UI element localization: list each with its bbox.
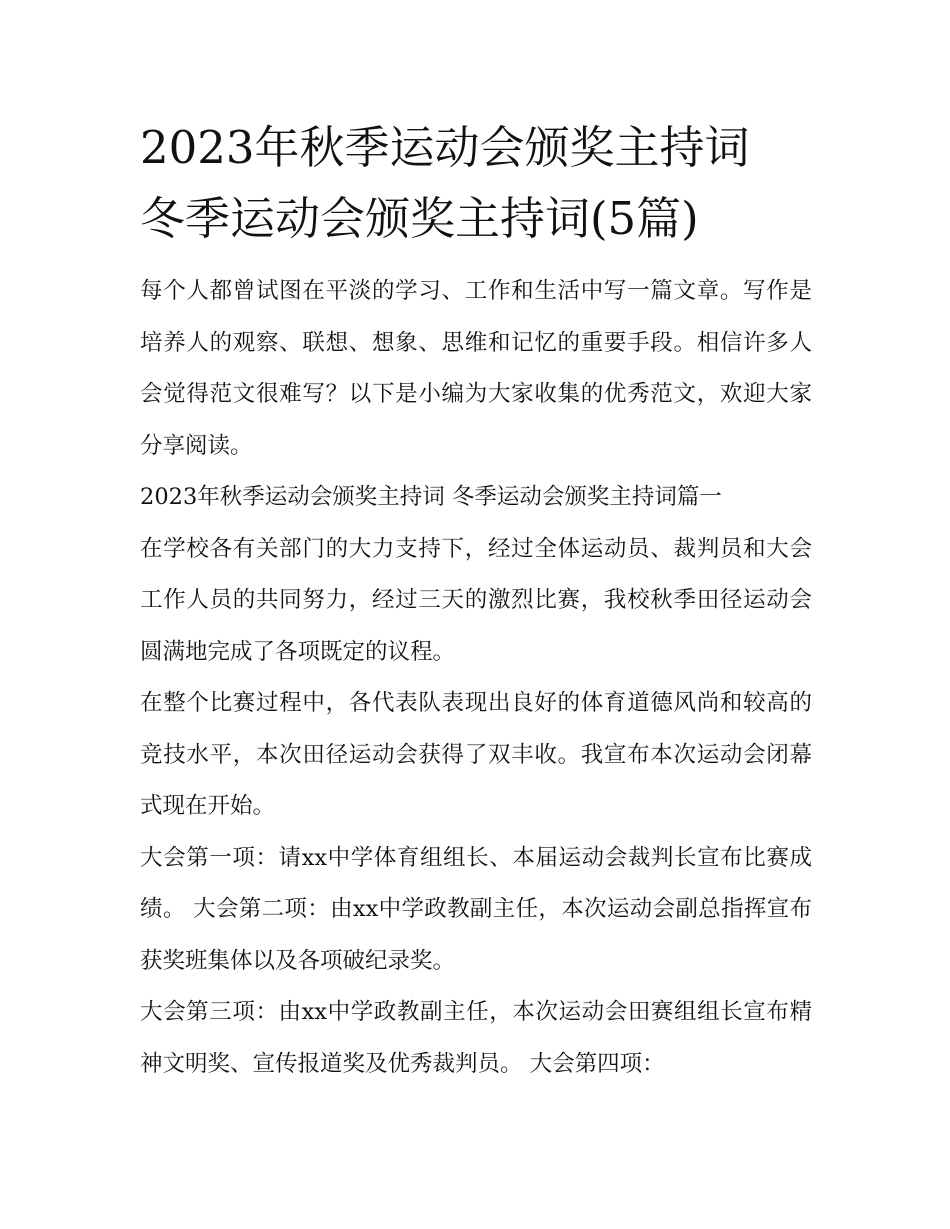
body-paragraph: 在整个比赛过程中，各代表队表现出良好的体育道德风尚和较高的竞技水平，本次田径运动会获得了双丰收。我宣布本次运动会闭幕式现在开始。	[140, 690, 812, 819]
document-title	[140, 112, 812, 254]
body-paragraph: 在学校各有关部门的大力支持下，经过全体运动员、裁判员和大会工作人员的共同努力，经过三天的激烈比赛，我校秋季田径运动会圆满地完成了各项既定的议程。	[140, 535, 812, 665]
document-body	[140, 112, 812, 1090]
body-paragraph: 大会第一项：请xx中学体育组组长、本届运动会裁判长宣布比赛成绩。 大会第二项：由xx中学政教副主任，本次运动会副总指挥宣布获奖班集体以及各项破纪录奖。	[140, 844, 812, 974]
intro-paragraph: 每个人都曾试图在平淡的学习、工作和生活中写一篇文章。写作是培养人的观察、联想、想象、思维和记忆的重要手段。相信许多人会觉得范文很难写？以下是小编为大家收集的优秀范文，欢迎大家分享阅读。	[140, 278, 812, 459]
title-line-2: 冬季运动会颁奖主持词(5篇)	[140, 192, 699, 245]
section-heading: 2023年秋季运动会颁奖主持词 冬季运动会颁奖主持词篇一	[140, 484, 722, 510]
title-line-1: 2023年秋季运动会颁奖主持词	[140, 121, 750, 174]
body-paragraph: 大会第三项：由xx中学政教副主任，本次运动会田赛组组长宣布精神文明奖、宣传报道奖及优秀裁判员。 大会第四项：	[140, 999, 812, 1077]
